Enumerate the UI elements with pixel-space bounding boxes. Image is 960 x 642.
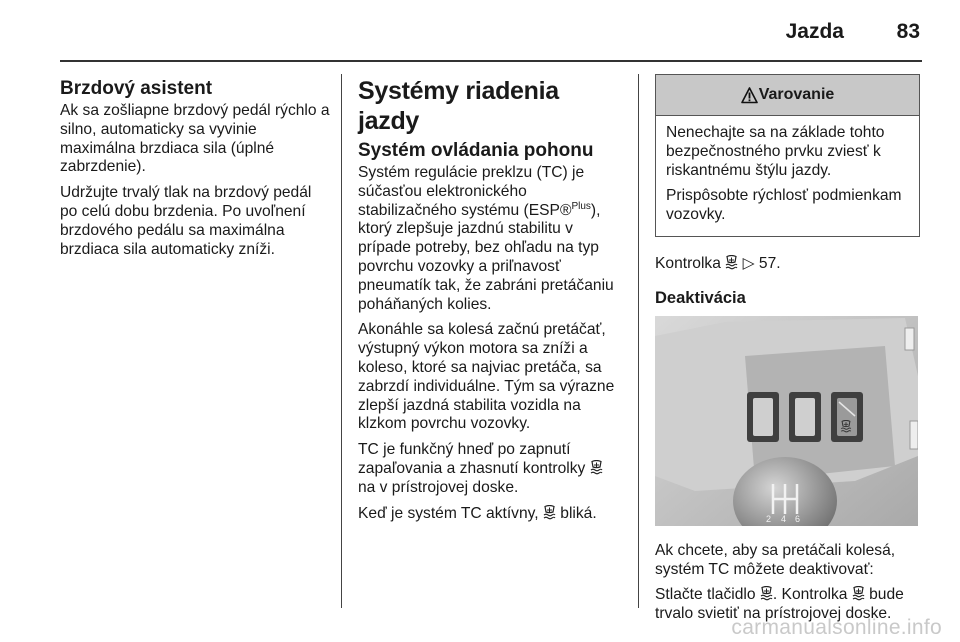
paragraph: Ak chcete, aby sa pretáčali kolesá, systém TC môžete deaktivovať: (655, 541, 896, 578)
center-console-photo (655, 316, 918, 526)
section-heading-brake-assist: Brzdový asistent (60, 78, 213, 99)
text-span: Stlačte tlačidlo (655, 586, 756, 604)
paragraph: Ak sa zošliapne brzdový pedál rýchlo a silno, automaticky sa vyvinie maximálna brzdiaca sila (úplné zabrzdenie). (60, 102, 330, 176)
text-span: Kontrolka (655, 254, 721, 272)
section-heading-traction-control: Systém ovládania pohonu (358, 140, 594, 161)
header-rule (60, 60, 922, 62)
warning-triangle-icon (741, 87, 758, 104)
text-span: bliká. (560, 504, 597, 522)
column-right (655, 74, 920, 631)
gear-number: 2 (766, 513, 772, 524)
traction-control-icon (852, 586, 865, 601)
traction-control-icon (543, 505, 556, 520)
traction-control-icon (590, 460, 603, 475)
traction-control-icon (725, 255, 738, 270)
warning-body (656, 116, 919, 236)
text-span: na v prístrojovej doske. (358, 478, 519, 496)
paragraph (358, 164, 624, 314)
page-title: Jazda (785, 20, 844, 43)
paragraph: Nenechajte sa na základe tohto bezpečnostného prvku zviesť k riskantnému štýlu jazdy. (666, 124, 885, 179)
column-left (60, 74, 332, 266)
text-span: Keď je systém TC aktívny, (358, 504, 539, 522)
text-span: TC je funkčný hneď po zapnutí zapaľovania a zhasnutí kontrolky (358, 441, 586, 477)
page-ref-arrow-icon: ▷ (742, 254, 755, 272)
paragraph (358, 441, 624, 497)
superscript: Plus (571, 200, 591, 212)
paragraph: Akonáhle sa kolesá začnú pretáčať, výstupný výkon motora sa zníži a koleso, ktoré sa najviac pretáča, sa zabrzdí individuálne. Tým sa výrazne zlepší jazdná stabilita vozidla na klzkom povrchu vozovky. (358, 321, 615, 433)
paragraph (358, 505, 624, 524)
traction-control-icon (760, 586, 773, 601)
column-divider (341, 74, 342, 608)
indicator-reference (655, 255, 920, 274)
paragraph: Udržujte trvalý tlak na brzdový pedál po celú dobu brzdenia. Po uvoľnení brzdového pedálu sa maximálna brzdiaca sila automaticky zníži. (60, 184, 312, 258)
text-span: bude trvalo svietiť na prístrojovej doske. (655, 586, 904, 623)
page-ref: 57. (758, 254, 781, 272)
text-span: . Kontrolka (772, 586, 848, 604)
switch-panel (747, 392, 863, 442)
column-divider (638, 74, 639, 608)
page-number: 83 (896, 20, 920, 43)
gear-number: 6 (795, 513, 801, 524)
paragraph: Prispôsobte rýchlosť podmienkam vozovky. (666, 187, 902, 224)
watermark: carmanualsonline.info (731, 616, 942, 639)
text-span: Systém regulácie preklzu (TC) je súčasťou elektronického stabilizačného systému (ESP® (358, 164, 585, 219)
section-heading-deactivation: Deaktivácia (655, 288, 746, 307)
page-header (0, 0, 960, 62)
chapter-title: Systémy riadenia jazdy (358, 77, 559, 135)
column-middle (358, 74, 624, 530)
warning-box (655, 74, 920, 237)
warning-title: Varovanie (758, 86, 835, 103)
warning-header (656, 75, 919, 116)
gear-number: 4 (781, 513, 787, 524)
text-span: ), ktorý zlepšuje jazdnú stabilitu v prípade potreby, bez ohľadu na typ povrchu vozovky a priľnavosť pneumatík tak, že zabráni pretáčaniu poháňaných kolies. (358, 201, 614, 313)
